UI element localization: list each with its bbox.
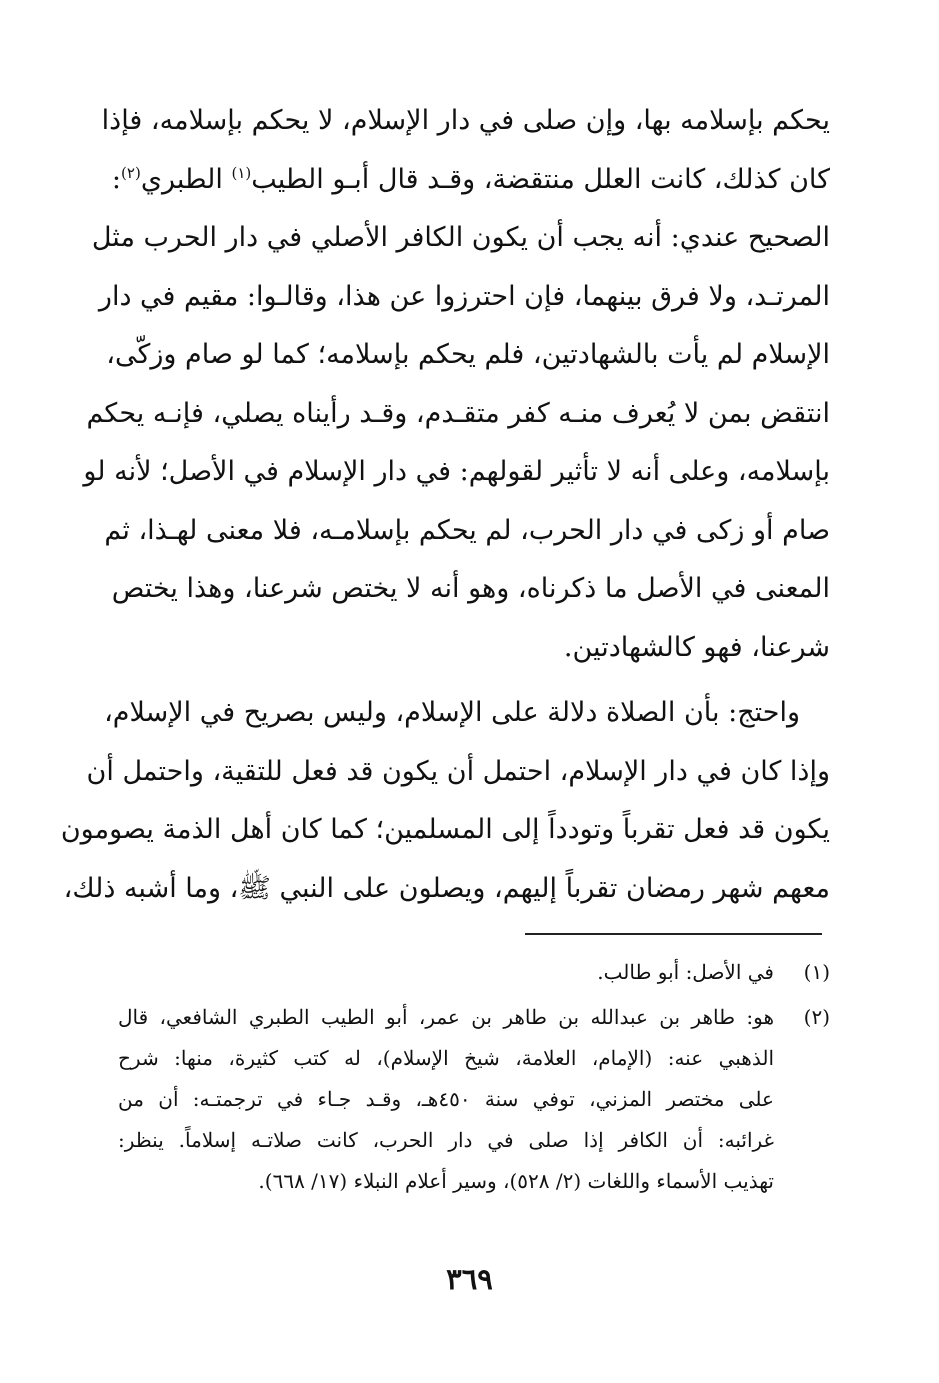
text-line: وإذا كان في دار الإسلام، احتمل أن يكون قد فعل للتقية، واحتمل أن [86, 755, 830, 787]
text-line: المرتـد، ولا فرق بينهما، فإن احترزوا عن هذا، وقالـوا: مقيم في دار [98, 280, 830, 312]
text-line: شرعنا، فهو كالشهادتين. [563, 631, 830, 663]
text-line: بإسلامه، وعلى أنه لا تأثير لقولهم: في دار الإسلام في الأصل؛ لأنه لو [83, 456, 830, 487]
footnote-line: تهذيب الأسماء واللغات (٢/ ٥٢٨)، وسير أعلام النبلاء (١٧/ ٦٦٨). [258, 1169, 774, 1193]
footnote-separator [525, 933, 822, 935]
footnote-ref-1[interactable]: (١) [231, 163, 252, 182]
text-segment: : [111, 163, 122, 195]
text-line: صام أو زكى في دار الحرب، لم يحكم بإسلامـه، فلا معنى لهـذا، ثم [104, 514, 830, 546]
text-line: واحتج: بأن الصلاة دلالة على الإسلام، وليس بصريح في الإسلام، [104, 697, 800, 728]
text-line: الصحيح عندي: أنه يجب أن يكون الكافر الأصلي في دار الحرب مثل [91, 222, 830, 253]
footnote-ref-2[interactable]: (٢) [121, 163, 141, 182]
footnote-number: (١) [803, 960, 830, 984]
footnote-line: على مختصر المزني، توفي سنة ٤٥٠هـ، وقـد جـاء في ترجمتـه: أن من [118, 1087, 774, 1111]
footnote-line: هو: طاهر بن عبدالله بن طاهر بن عمر، أبو الطيب الطبري الشافعي، قال [118, 1005, 774, 1029]
paragraph-2 [60, 684, 830, 918]
text-line: انتقض بمن لا يُعرف منـه كفر متقـدم، وقـد رأيناه يصلي، فإنـه يحكم [86, 397, 830, 429]
text-segment: الطبري [140, 163, 223, 195]
footnote-1 [118, 952, 830, 993]
footnote-2 [118, 997, 830, 1202]
text-segment: كان كذلك، كانت العلل منتقضة، وقـد قال أبـو الطيب [251, 163, 830, 195]
footnotes [118, 952, 830, 1206]
footnote-line: الذهبي عنه: (الإمام، العلامة، شيخ الإسلام)، له كتب كثيرة، منها: شرح [118, 1046, 774, 1070]
text-line: معهم شهر رمضان تقرباً إليهم، ويصلون على النبي ﷺ، وما أشبه ذلك، [63, 872, 830, 904]
text-line-with-refs [111, 151, 830, 210]
text-line: يكون قد فعل تقرباً وتودداً إلى المسلمين؛ كما كان أهل الذمة يصومون [60, 814, 830, 845]
page-number: ٣٦٩ [446, 1262, 493, 1296]
text-line: الإسلام لم يأت بالشهادتين، فلم يحكم بإسلامه؛ كما لو صام وزكّى، [106, 339, 830, 370]
footnote-line: في الأصل: أبو طالب. [597, 960, 774, 984]
footnote-line: غرائبه: أن الكافر إذا صلى في دار الحرب، كانت صلاتـه إسلاماً. ينظر: [118, 1128, 774, 1152]
text-line: المعنى في الأصل ما ذكرناه، وهو أنه لا يختص شرعنا، وهذا يختص [111, 573, 830, 604]
paragraph-1 [83, 92, 830, 677]
footnote-number: (٢) [803, 1005, 830, 1029]
text-line: يحكم بإسلامه بها، وإن صلى في دار الإسلام، لا يحكم بإسلامه، فإذا [101, 105, 830, 136]
